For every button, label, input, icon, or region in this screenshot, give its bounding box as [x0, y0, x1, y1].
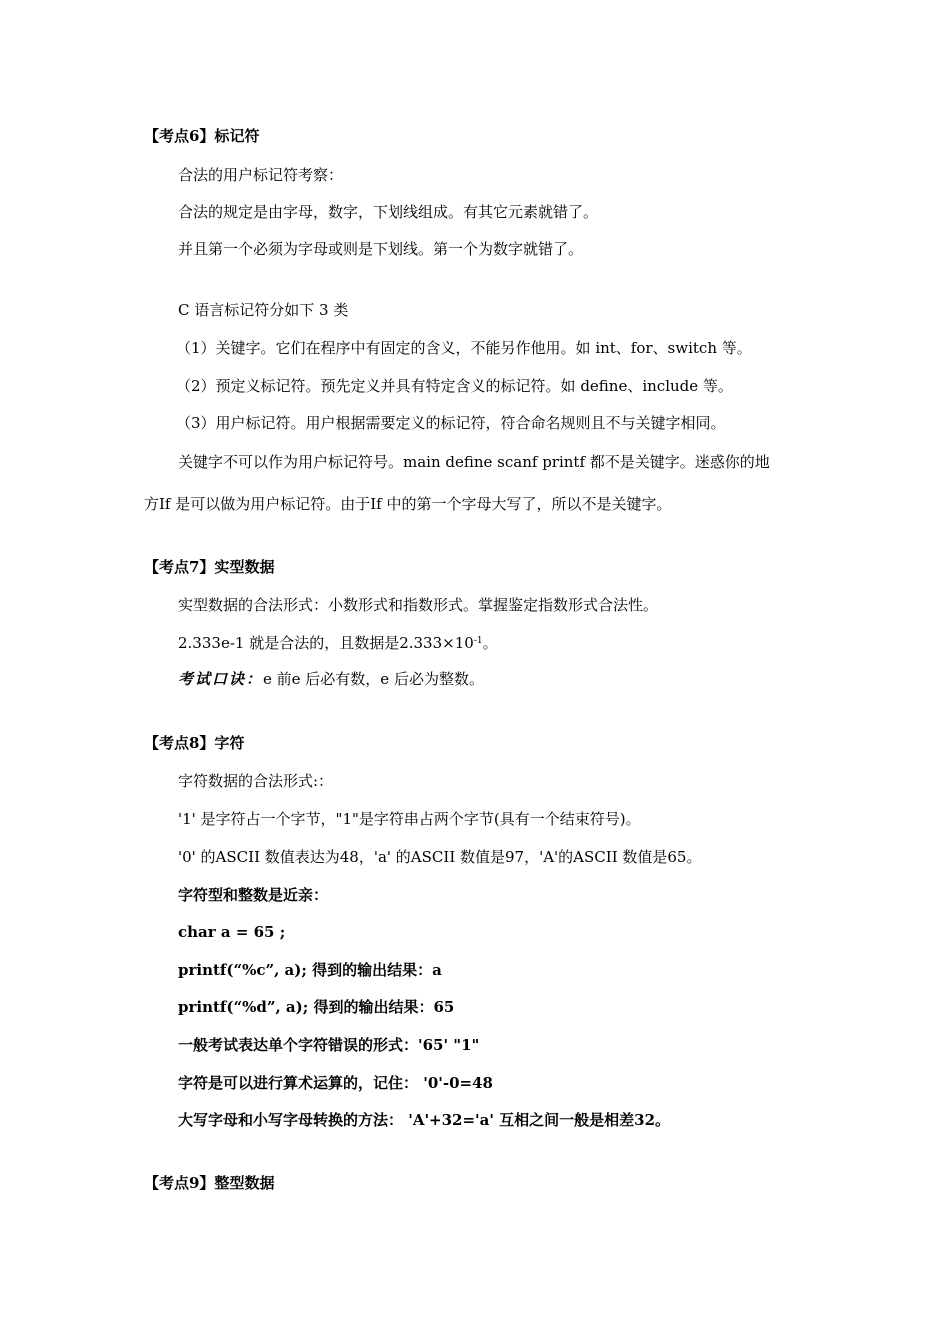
paragraph-line: [178, 669, 484, 689]
paragraph-line: 实型数据的合法形式：小数形式和指数形式。掌握鉴定指数形式合法性。: [178, 596, 659, 614]
paragraph-line: 合法的用户标记符考察：: [178, 166, 344, 184]
paragraph-line-bold: printf(“%d”, a); 得到的输出结果：65: [178, 998, 455, 1016]
paragraph-line: [178, 631, 498, 653]
exam-mnemonic-label: 考试口诀：: [178, 670, 264, 688]
paragraph-line: 合法的规定是由字母，数字，下划线组成。有其它元素就错了。: [178, 203, 599, 221]
paragraph-line-bold: 大写字母和小写字母转换的方法： 'A'+32='a' 互相之间一般是相差32。: [178, 1111, 671, 1129]
text-run: e 前e 后必有数，e 后必为整数。: [263, 670, 484, 688]
paragraph-line: （2）预定义标记符。预先定义并具有特定含义的标记符。如 define、include 等。: [176, 377, 733, 395]
paragraph-line: 字符数据的合法形式:：: [178, 772, 334, 790]
paragraph-line-bold: 字符是可以进行算术运算的，记住： '0'-0=48: [178, 1074, 493, 1092]
paragraph-line: 关键字不可以作为用户标记符号。main define scanf printf 都不是关键字。迷惑你的地: [178, 453, 770, 471]
paragraph-line: 并且第一个必须为字母或则是下划线。第一个为数字就错了。: [178, 240, 584, 258]
paragraph-line: （3）用户标记符。用户根据需要定义的标记符，符合命名规则且不与关键字相同。: [176, 414, 726, 432]
text-run: 。: [482, 634, 498, 652]
paragraph-line: （1）关键字。它们在程序中有固定的含义，不能另作他用。如 int、for、switch 等。: [176, 339, 752, 357]
section-heading-9: 【考点9】整型数据: [144, 1174, 275, 1192]
section-heading-6: 【考点6】标记符: [144, 127, 260, 145]
paragraph-line: C 语言标记符分如下 3 类: [178, 301, 349, 319]
section-heading-8: 【考点8】字符: [144, 734, 245, 752]
paragraph-line: 方If 是可以做为用户标记符。由于If 中的第一个字母大写了，所以不是关键字。: [144, 495, 672, 513]
section-heading-7: 【考点7】实型数据: [144, 558, 275, 576]
paragraph-line: '1' 是字符占一个字节，"1"是字符串占两个字节(具有一个结束符号)。: [178, 810, 641, 828]
paragraph-line-bold: printf(“%c”, a); 得到的输出结果：a: [178, 961, 442, 979]
paragraph-line-bold: 一般考试表达单个字符错误的形式：'65' "1": [178, 1036, 480, 1054]
exponent-superscript: -1: [473, 636, 483, 646]
text-run: 2.333e-1 就是合法的，且数据是2.333×10: [178, 634, 474, 652]
paragraph-line: '0' 的ASCII 数值表达为48，'a' 的ASCII 数值是97，'A'的ASCII 数值是65。: [178, 848, 702, 866]
paragraph-line-bold: 字符型和整数是近亲：: [178, 886, 329, 904]
paragraph-line-bold: char a = 65 ;: [178, 923, 286, 941]
